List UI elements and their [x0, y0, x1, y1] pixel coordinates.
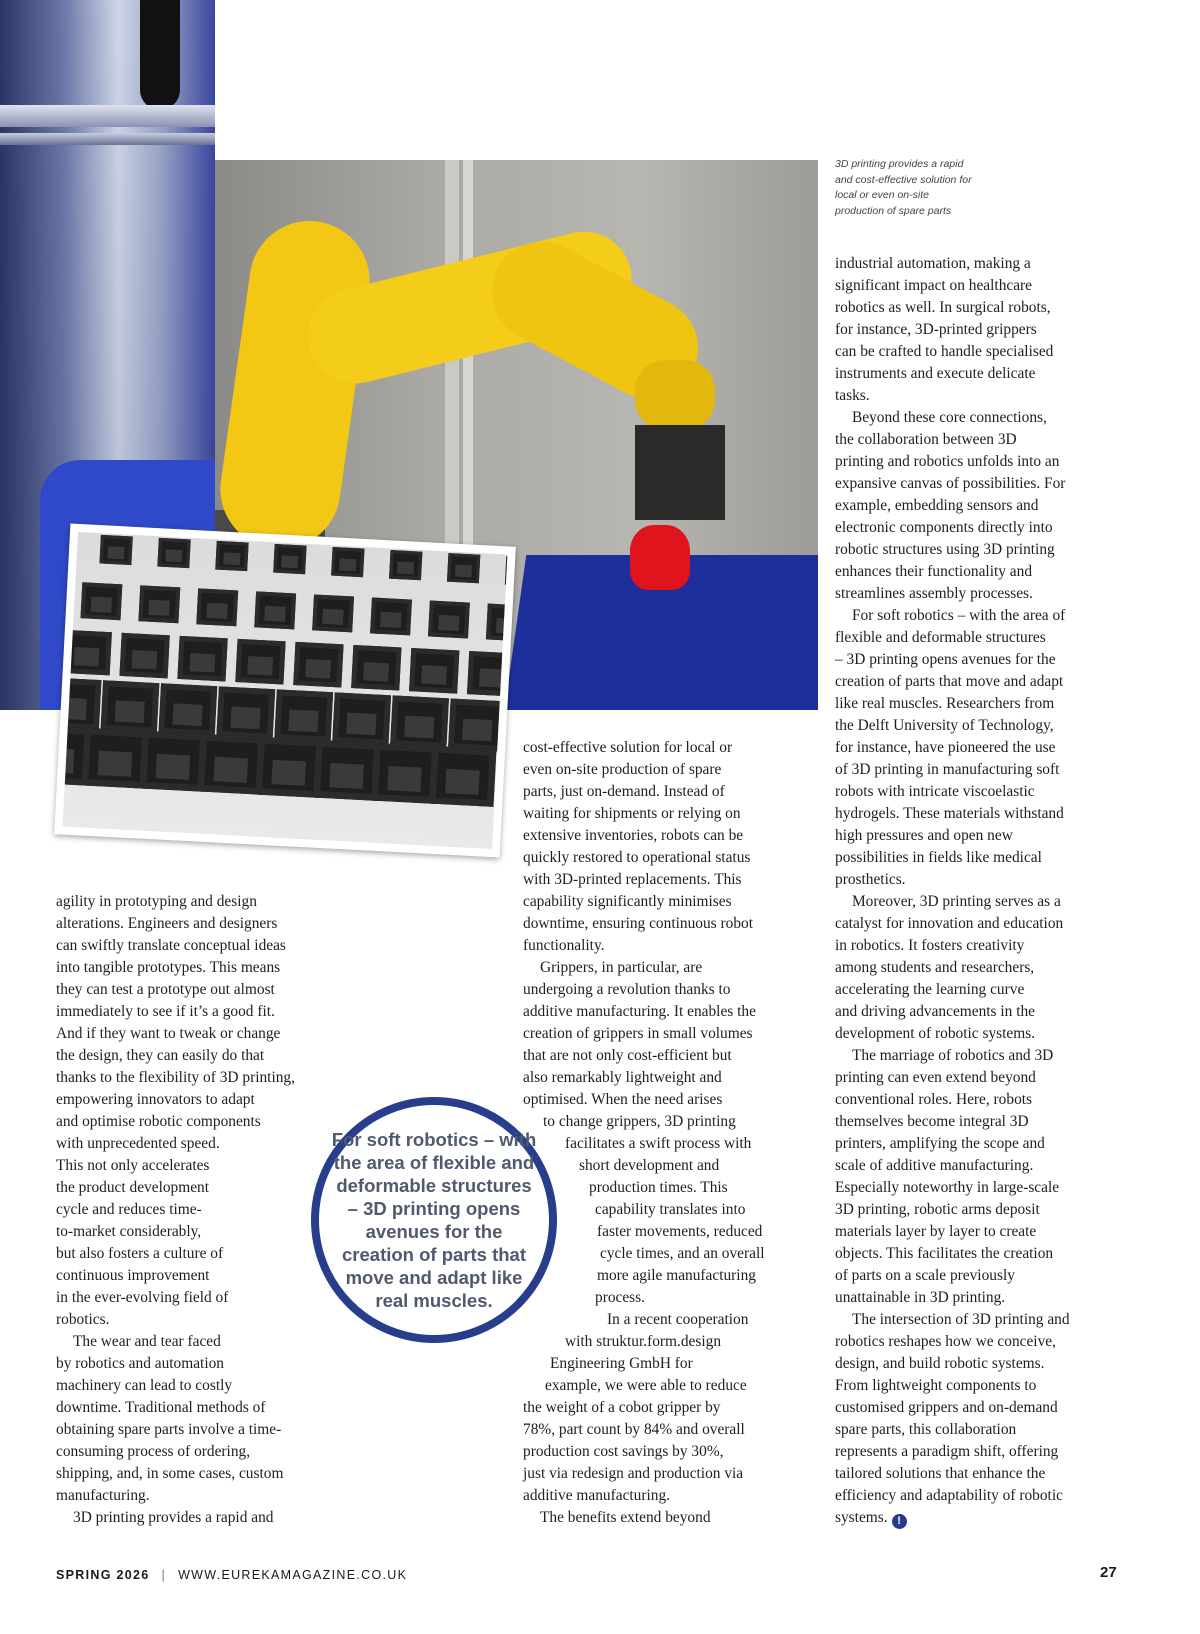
printed-part-shape [138, 585, 180, 623]
pull-quote-text: For soft robotics – with the area of flexible and deformable structures – 3D printing opens avenues for the creation of parts that move and adapt like real muscles. [331, 1129, 537, 1311]
text-line: capability significantly minimises [523, 893, 732, 910]
printed-part-shape [255, 737, 322, 798]
printed-part-shape [274, 689, 333, 742]
text-line: the Delft University of Technology, [835, 717, 1054, 734]
text-line: tasks. [835, 387, 870, 404]
text-line: printing can even extend beyond [835, 1069, 1036, 1086]
text-line: can swiftly translate conceptual ideas [56, 937, 286, 954]
text-line: creation of parts that move and adapt [835, 673, 1064, 690]
text-line: development of robotic systems. [835, 1025, 1036, 1042]
text-line: efficiency and adaptability of robotic [835, 1487, 1063, 1504]
printed-part-shape [428, 601, 470, 639]
text-line: accelerating the learning curve [835, 981, 1025, 998]
text-line: empowering innovators to adapt [56, 1091, 255, 1108]
printed-part-shape [486, 604, 507, 642]
text-line: obtaining spare parts involve a time- [56, 1421, 282, 1438]
text-line: robotics. [56, 1311, 110, 1328]
text-line: unattainable in 3D printing. [835, 1289, 1006, 1306]
text-line: printing and robotics unfolds into an [835, 453, 1060, 470]
text-line: that are not only cost-efficient but [523, 1047, 732, 1064]
text-line: The wear and tear faced [73, 1333, 221, 1350]
text-line: catalyst for innovation and education [835, 915, 1064, 932]
printed-part-shape [119, 633, 169, 679]
text-line: robotics reshapes how we conceive, [835, 1333, 1056, 1350]
printed-part-shape [448, 698, 507, 751]
text-line: downtime. Traditional methods of [56, 1399, 266, 1416]
text-line: and driving advancements in the [835, 1003, 1036, 1020]
text-line: materials layer by layer to create [835, 1223, 1037, 1240]
printed-part-shape [505, 556, 508, 586]
text-line: Grippers, in particular, are [540, 959, 703, 976]
text-line: industrial automation, making a [835, 255, 1031, 272]
text-line: represents a paradigm shift, offering [835, 1443, 1059, 1460]
article-column-right [835, 253, 1130, 1529]
text-line: Moreover, 3D printing serves as a [852, 893, 1061, 910]
text-line: expansive canvas of possibilities. For [835, 475, 1066, 492]
text-line: production cost savings by 30%, [523, 1443, 724, 1460]
text-line: robots with intricate viscoelastic [835, 783, 1035, 800]
article-column-left [56, 891, 346, 1529]
text-line: for instance, 3D-printed grippers [835, 321, 1037, 338]
text-line: electronic components directly into [835, 519, 1053, 536]
text-line: cost-effective solution for local or [523, 739, 733, 756]
printed-part-shape [447, 553, 480, 583]
text-line: customised grippers and on-demand [835, 1399, 1058, 1416]
text-line: immediately to see if it’s a good fit. [56, 1003, 275, 1020]
text-line: of 3D printing in manufacturing soft [835, 761, 1060, 778]
printed-part-shape [312, 594, 354, 632]
printed-part-shape [157, 538, 190, 568]
text-line: to change grippers, 3D printing [543, 1113, 736, 1130]
text-line: creation of grippers in small volumes [523, 1025, 753, 1042]
text-line: alterations. Engineers and designers [56, 915, 278, 932]
page-number: 27 [1100, 1564, 1117, 1581]
printed-part-shape [158, 683, 217, 736]
text-line: also remarkably lightweight and [523, 1069, 722, 1086]
printed-part-shape [216, 686, 275, 739]
page-footer [56, 1568, 407, 1582]
printed-part-shape [63, 630, 112, 676]
text-line: 3D printing, robotic arms deposit [835, 1201, 1040, 1218]
printed-part-shape [99, 535, 132, 565]
text-line: 3D printing provides a rapid and [73, 1509, 274, 1526]
text-line: And if they want to tweak or change [56, 1025, 281, 1042]
text-line: objects. This facilitates the creation [835, 1245, 1054, 1262]
printed-part-shape [429, 746, 496, 807]
footer-separator: | [161, 1568, 167, 1582]
text-line: agility in prototyping and design [56, 893, 257, 910]
text-line: example, embedding sensors and [835, 497, 1039, 514]
text-line: streamlines assembly processes. [835, 585, 1033, 602]
text-line: instruments and execute delicate [835, 365, 1036, 382]
text-line: facilitates a swift process with [565, 1135, 752, 1152]
printed-part-shape [177, 636, 227, 682]
text-line: scale of additive manufacturing. [835, 1157, 1034, 1174]
printed-part-shape [371, 743, 438, 804]
text-line: Beyond these core connections, [852, 409, 1047, 426]
text-line: example, we were able to reduce [545, 1377, 747, 1394]
website-link[interactable]: WWW.EUREKAMAGAZINE.CO.UK [178, 1568, 408, 1582]
text-line: The benefits extend beyond [540, 1509, 711, 1526]
text-line: waiting for shipments or relying on [523, 805, 741, 822]
printed-part-shape [389, 550, 422, 580]
text-line: short development and [579, 1157, 720, 1174]
text-line: quickly restored to operational status [523, 849, 751, 866]
printed-part-shape [82, 728, 149, 789]
text-line: significant impact on healthcare [835, 277, 1033, 294]
text-line: – 3D printing opens avenues for the [835, 651, 1056, 668]
text-line: printers, amplifying the scope and [835, 1135, 1045, 1152]
text-line: prosthetics. [835, 871, 906, 888]
printed-part-shape [139, 731, 206, 792]
text-line: and optimise robotic components [56, 1113, 261, 1130]
text-line: the design, they can easily do that [56, 1047, 265, 1064]
text-line: conventional roles. Here, robots [835, 1091, 1033, 1108]
text-line: additive manufacturing. [523, 1487, 671, 1504]
text-line: In a recent cooperation [607, 1311, 749, 1328]
printed-part-shape [196, 588, 238, 626]
text-line: can be crafted to handle specialised [835, 343, 1054, 360]
text-line: by robotics and automation [56, 1355, 224, 1372]
text-line: downtime, ensuring continuous robot [523, 915, 753, 932]
issue-season: SPRING 2026 [56, 1568, 150, 1582]
printed-part-shape [273, 544, 306, 574]
printed-part-shape [331, 547, 364, 577]
text-line: for instance, have pioneered the use [835, 739, 1056, 756]
pull-quote-circle [311, 1097, 557, 1343]
printed-part-shape [63, 677, 102, 730]
text-line: consuming process of ordering, [56, 1443, 251, 1460]
text-line: they can test a prototype out almost [56, 981, 275, 998]
text-line: 78%, part count by 84% and overall [523, 1421, 745, 1438]
text-line: cycle and reduces time- [56, 1201, 202, 1218]
printed-part-shape [235, 639, 285, 685]
text-line: extensive inventories, robots can be [523, 827, 744, 844]
text-line: design, and build robotic systems. [835, 1355, 1045, 1372]
text-line: with struktur.form.design [565, 1333, 722, 1350]
text-line: of parts on a scale previously [835, 1267, 1015, 1284]
text-line: Engineering GmbH for [550, 1355, 693, 1372]
text-line: optimised. When the need arises [523, 1091, 723, 1108]
printed-part-shape [390, 695, 449, 748]
text-line: to-market considerably, [56, 1223, 202, 1240]
printed-part-shape [293, 642, 343, 688]
text-line: additive manufacturing. It enables the [523, 1003, 756, 1020]
article-end-icon: ! [892, 1514, 907, 1529]
text-line: in the ever-evolving field of [56, 1289, 229, 1306]
text-line: robotic structures using 3D printing [835, 541, 1055, 558]
text-line: functionality. [523, 937, 605, 954]
printed-part-shape [313, 740, 380, 801]
text-line: Especially noteworthy in large-scale [835, 1179, 1060, 1196]
printed-part-shape [80, 582, 122, 620]
printed-part-shape [370, 597, 412, 635]
text-line: in robotics. It fosters creativity [835, 937, 1025, 954]
text-line: spare parts, this collaboration [835, 1421, 1017, 1438]
text-line: even on-site production of spare [523, 761, 722, 778]
text-line: continuous improvement [56, 1267, 210, 1284]
text-line: like real muscles. Researchers from [835, 695, 1055, 712]
printed-part-shape [467, 651, 507, 697]
text-line: thanks to the flexibility of 3D printing, [56, 1069, 295, 1086]
text-line: the weight of a cobot gripper by [523, 1399, 721, 1416]
text-line: The intersection of 3D printing and [852, 1311, 1070, 1328]
printed-part-shape [332, 692, 391, 745]
text-line: From lightweight components to [835, 1377, 1037, 1394]
text-line: For soft robotics – with the area of [852, 607, 1066, 624]
text-line: themselves become integral 3D [835, 1113, 1029, 1130]
text-line: possibilities in fields like medical [835, 849, 1042, 866]
text-line: process. [595, 1289, 646, 1306]
text-line: systems. ! [835, 1507, 1130, 1529]
printed-part-shape [215, 541, 248, 571]
text-line: more agile manufacturing [597, 1267, 756, 1284]
text-line: The marriage of robotics and 3D [852, 1047, 1054, 1064]
text-line: undergoing a revolution thanks to [523, 981, 731, 998]
text-line: robotics as well. In surgical robots, [835, 299, 1051, 316]
text-line: high pressures and open new [835, 827, 1013, 844]
text-line: machinery can lead to costly [56, 1377, 233, 1394]
text-line: enhances their functionality and [835, 563, 1033, 580]
text-line: faster movements, reduced [597, 1223, 763, 1240]
printed-part-shape [101, 680, 160, 733]
text-line: capability translates into [595, 1201, 746, 1218]
text-line: among students and researchers, [835, 959, 1035, 976]
text-line: with 3D-printed replacements. This [523, 871, 742, 888]
text-line: shipping, and, in some cases, custom [56, 1465, 284, 1482]
text-line: the collaboration between 3D [835, 431, 1017, 448]
text-line: parts, just on-demand. Instead of [523, 783, 725, 800]
text-line: hydrogels. These materials withstand [835, 805, 1064, 822]
text-line: tailored solutions that enhance the [835, 1465, 1046, 1482]
text-line: cycle times, and an overall [600, 1245, 765, 1262]
text-line: production times. This [589, 1179, 728, 1196]
printed-part-shape [351, 645, 401, 691]
text-line: manufacturing. [56, 1487, 150, 1504]
printed-part-shape [197, 734, 264, 795]
printed-part-shape [254, 591, 296, 629]
text-line: This not only accelerates [56, 1157, 210, 1174]
text-line: with unprecedented speed. [56, 1135, 220, 1152]
photo-caption: 3D printing provides a rapid and cost-effective solution for local or even on-site production of spare parts [835, 158, 972, 217]
printed-part-shape [409, 648, 459, 694]
text-line: but also fosters a culture of [56, 1245, 224, 1262]
text-line: into tangible prototypes. This means [56, 959, 281, 976]
text-line: just via redesign and production via [523, 1465, 744, 1482]
text-line: the product development [56, 1179, 210, 1196]
photo-printed-parts [54, 524, 516, 858]
article-column-middle [523, 737, 818, 1529]
text-line: flexible and deformable structures [835, 629, 1046, 646]
